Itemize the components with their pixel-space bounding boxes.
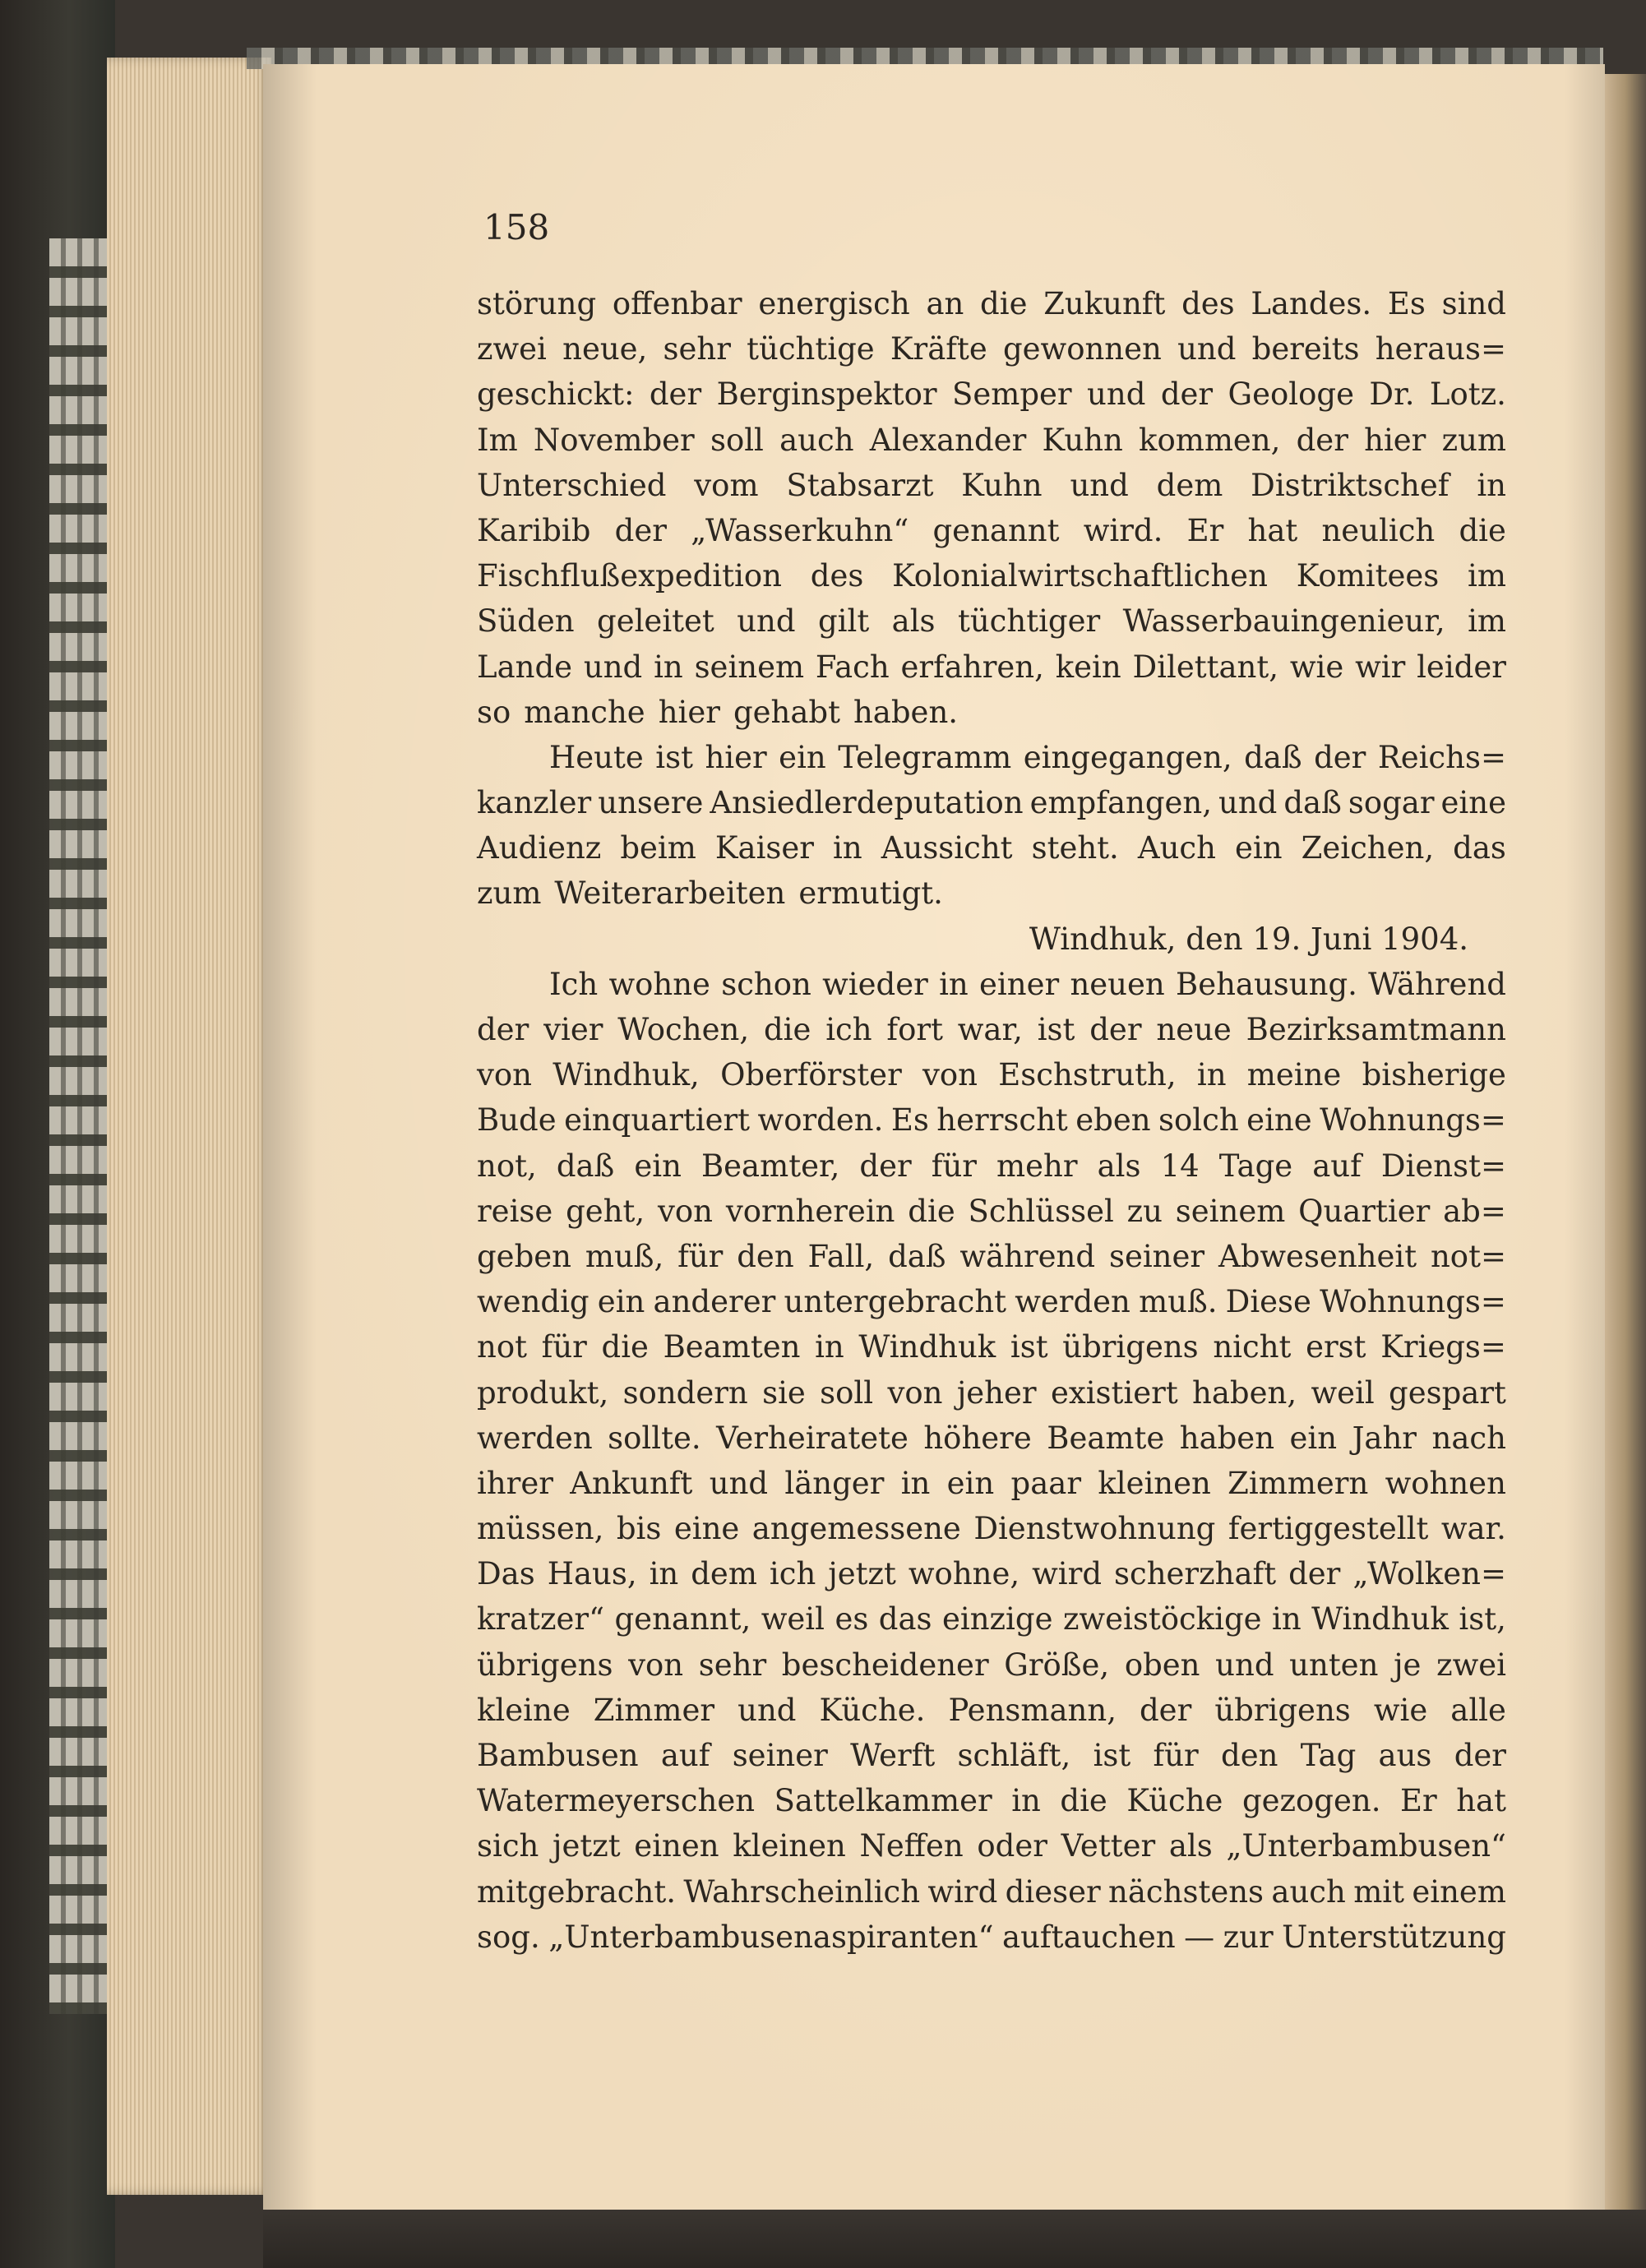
text-line: ihrer Ankunft und länger in ein paar kleinen Zimmern wohnen [477,1465,1506,1501]
marbled-endpaper [49,238,112,2014]
text-line: Fischflußexpedition des Kolonialwirtschaftlichen Komitees im [477,558,1506,594]
text-line: der vier Wochen, die ich fort war, ist der neue Bezirksamtmann [477,1012,1506,1047]
text-line: störung offenbar energisch an die Zukunft des Landes. Es sind [477,286,1506,321]
text-line: kleine Zimmer und Küche. Pensmann, der übrigens wie alle [477,1692,1506,1728]
text-line: zwei neue, sehr tüchtige Kräfte gewonnen und bereits heraus= [477,331,1506,367]
text-line: not für die Beamten in Windhuk ist übrigens nicht erst Kriegs= [477,1329,1506,1365]
text-line: Bambusen auf seiner Werft schläft, ist für den Tag aus der [477,1738,1506,1773]
text-line: Audienz beim Kaiser in Aussicht steht. Auch ein Zeichen, das [477,830,1506,866]
text-line: geschickt: der Berginspektor Semper und der Geologe Dr. Lotz. [477,376,1506,413]
page-stack-edge [107,58,271,2195]
text-line: so manche hier gehabt haben. [477,694,959,730]
bottom-shadow [263,2210,1646,2268]
text-line: Watermeyerschen Sattelkammer in die Küche gezogen. Er hat [477,1783,1506,1819]
text-line: Lande und in seinem Fach erfahren, kein Dilettant, wie wir leider [477,649,1506,685]
page-number: 158 [483,207,550,247]
text-line: sich jetzt einen kleinen Neffen oder Vetter als „Unterbambusen“ [477,1828,1506,1864]
text-line: produkt, sondern sie soll von jeher existiert haben, weil gespart [477,1374,1506,1411]
text-line: Bude einquartiert worden. Es herrscht eben solch eine Wohnungs= [477,1102,1506,1139]
text-line: Im November soll auch Alexander Kuhn kommen, der hier zum [477,422,1506,458]
text-line: mitgebracht. Wahrscheinlich wird dieser nächstens auch mit einem [477,1873,1506,1910]
text-line: kanzler unsere Ansiedlerdeputation empfangen, und daß sogar eine [477,785,1506,821]
text-line: Das Haus, in dem ich jetzt wohne, wird scherzhaft der „Wolken= [477,1556,1506,1592]
text-line: Unterschied vom Stabsarzt Kuhn und dem Distriktschef in [477,467,1506,503]
text-line: geben muß, für den Fall, daß während seiner Abwesenheit not= [477,1238,1506,1274]
text-line: wendig ein anderer untergebracht werden muß. Diese Wohnungs= [477,1284,1506,1320]
text-line: werden sollte. Verheiratete höhere Beamte haben ein Jahr nach [477,1420,1506,1456]
text-line: reise geht, von vornherein die Schlüssel zu seinem Quartier ab= [477,1193,1506,1229]
body-text [477,281,1506,1960]
right-page-edge [1605,74,1646,2211]
text-line: zum Weiterarbeiten ermutigt. [477,875,943,912]
text-line: Ich wohne schon wieder in einer neuen Behausung. Während [549,966,1506,1002]
text-line: übrigens von sehr bescheidener Größe, oben und unten je zwei [477,1647,1506,1683]
text-line: Windhuk, den 19. Juni 1904. [1029,921,1468,957]
text-line: müssen, bis eine angemessene Dienstwohnung fertiggestellt war. [477,1511,1506,1547]
text-line: von Windhuk, Oberförster von Eschstruth, in meine bisherige [477,1057,1506,1093]
text-line: sog. „Unterbambusenaspiranten“ auftauchen — zur Unterstützung [477,1919,1506,1955]
text-line: not, daß ein Beamter, der für mehr als 14 Tage auf Dienst= [477,1148,1506,1184]
text-line: kratzer“ genannt, weil es das einzige zweistöckige in Windhuk ist, [477,1601,1506,1637]
text-line: Heute ist hier ein Telegramm eingegangen, daß der Reichs= [549,739,1506,775]
text-line: Süden geleitet und gilt als tüchtiger Wasserbauingenieur, im [477,603,1506,640]
text-line: Karibib der „Wasserkuhn“ genannt wird. Er hat neulich die [477,512,1506,548]
